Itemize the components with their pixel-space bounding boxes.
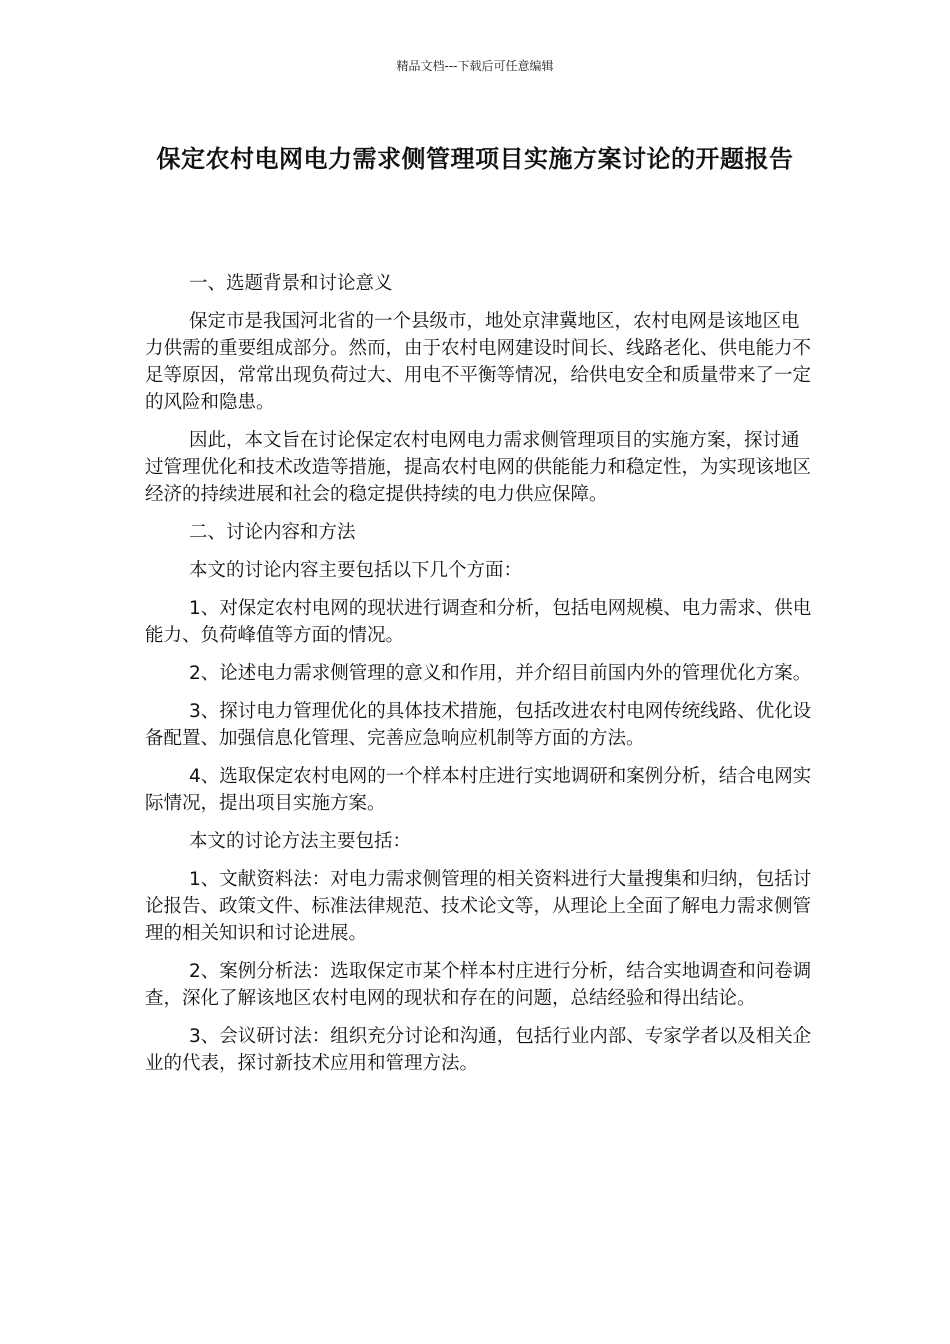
- paragraph-purpose: 因此，本文旨在讨论保定农村电网电力需求侧管理项目的实施方案，探讨通过管理优化和技术改造等措施，提高农村电网的供能能力和稳定性，为实现该地区经济的持续进展和社会的稳定提供持续的电力供应保障。: [145, 430, 812, 505]
- list-item-content-2: 2、论述电力需求侧管理的意义和作用，并介绍目前国内外的管理优化方案。: [189, 663, 812, 684]
- list-item-method-1: 1、文献资料法：对电力需求侧管理的相关资料进行大量搜集和归纳，包括讨论报告、政策文件、标准法律规范、技术论文等，从理论上全面了解电力需求侧管理的相关知识和讨论进展。: [145, 869, 812, 944]
- paragraph-methods-intro: 本文的讨论方法主要包括：: [189, 831, 412, 852]
- document-body: [145, 270, 815, 1088]
- section-heading-background: 一、选题背景和讨论意义: [189, 273, 393, 294]
- paragraph-background: 保定市是我国河北省的一个县级市，地处京津冀地区，农村电网是该地区电力供需的重要组成部分。然而，由于农村电网建设时间长、线路老化、供电能力不足等原因，常常出现负荷过大、用电不平衡等情况，给供电安全和质量带来了一定的风险和隐患。: [145, 311, 812, 413]
- document-title: 保定农村电网电力需求侧管理项目实施方案讨论的开题报告: [156, 145, 794, 173]
- list-item-content-3: 3、探讨电力管理优化的具体技术措施，包括改进农村电网传统线路、优化设备配置、加强信息化管理、完善应急响应机制等方面的方法。: [145, 701, 812, 749]
- section-heading-content-methods: 二、讨论内容和方法: [189, 522, 356, 543]
- list-item-content-1: 1、对保定农村电网的现状进行调查和分析，包括电网规模、电力需求、供电能力、负荷峰值等方面的情况。: [145, 598, 812, 646]
- header-note: 精品文档---下载后可任意编辑: [396, 59, 554, 73]
- paragraph-content-intro: 本文的讨论内容主要包括以下几个方面：: [189, 560, 523, 581]
- list-item-method-3: 3、会议研讨法：组织充分讨论和沟通，包括行业内部、专家学者以及相关企业的代表，探讨新技术应用和管理方法。: [145, 1026, 812, 1074]
- list-item-method-2: 2、案例分析法：选取保定市某个样本村庄进行分析，结合实地调查和问卷调查，深化了解该地区农村电网的现状和存在的问题，总结经验和得出结论。: [145, 961, 812, 1009]
- list-item-content-4: 4、选取保定农村电网的一个样本村庄进行实地调研和案例分析，结合电网实际情况，提出项目实施方案。: [145, 766, 812, 814]
